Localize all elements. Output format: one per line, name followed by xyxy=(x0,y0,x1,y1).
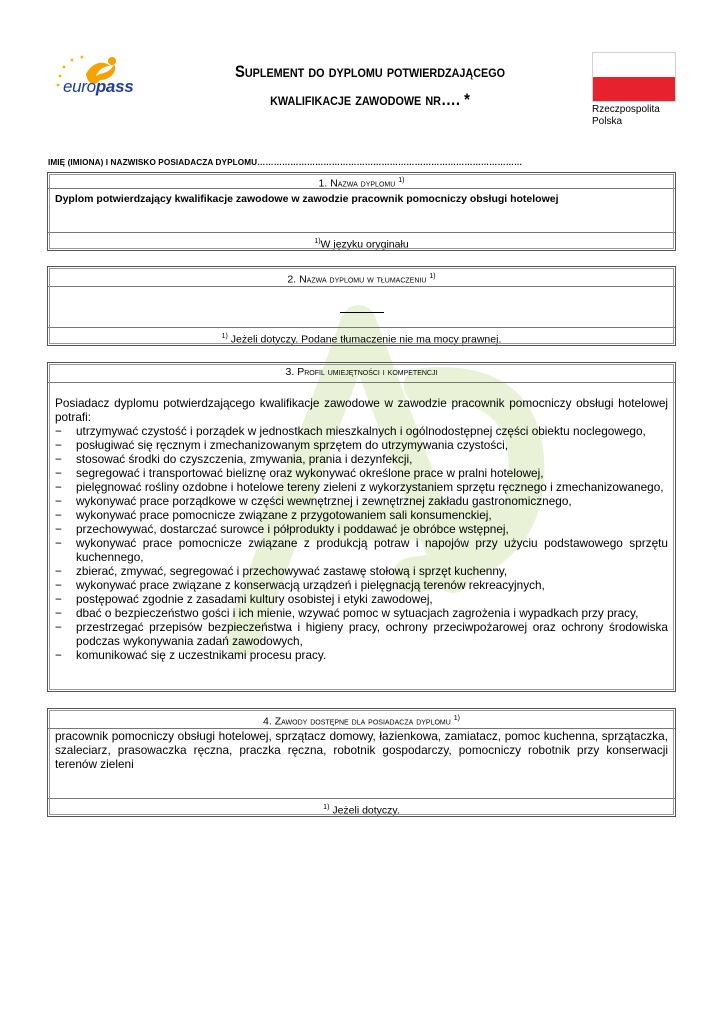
europass-wordmark xyxy=(63,77,133,97)
section-footnote: $^{1)}$ Jeżeli dotyczy. Podane tłumaczenie nie ma mocy prawnej. xyxy=(48,327,675,345)
list-item: − wykonywać prace związane z konserwacją urządzeń i pielęgnacją terenów rekreacyjnych, xyxy=(55,578,668,592)
list-item: − utrzymywać czystość i porządek w jednostkach mieszkalnych i ogólnodostępnej części obiektu noclegowego, xyxy=(55,424,668,438)
holder-name-label: IMIĘ (IMIONA) I NAZWISKO POSIADACZA DYPLOMU…………………………………………………………………………………… xyxy=(48,158,523,167)
section-footnote: $^{1)}$W języku oryginału xyxy=(48,232,675,250)
list-item: − pielęgnować rośliny ozdobne i hotelowe tereny zieleni z wykorzystaniem sprzętu ręcznego i zmechanizowanego, xyxy=(55,480,668,494)
section-available-occupations xyxy=(47,708,676,817)
country-line-2: Polska xyxy=(592,116,623,127)
skills-body xyxy=(55,396,668,662)
section-diploma-translation xyxy=(47,266,676,346)
section-diploma-name xyxy=(47,172,676,251)
list-item: − przestrzegać przepisów bezpieczeństwa i higieny pracy, ochrony przeciwpożarowej oraz ochrony środowiska podczas wykonywania zadań zawodowych, xyxy=(55,620,668,648)
list-item: − przechowywać, dostarczać surowce i półprodukty i poddawać je obróbce wstępnej, xyxy=(55,522,668,536)
list-item: − wykonywać prace porządkowe w części wewnętrznej i zewnętrznej zakładu gastronomicznego, xyxy=(55,494,668,508)
section-heading: 2. Nazwa dyplomu w tłumaczeniu $^{1)}$ xyxy=(48,267,675,287)
section-footnote: $^{1)}$ Jeżeli dotyczy. xyxy=(48,798,675,816)
list-item: − zbierać, zmywać, segregować i przechowywać zastawę stołową i sprzęt kuchenny, xyxy=(55,564,668,578)
title-line-1: Suplement do dyplomu potwierdzającego xyxy=(234,63,506,81)
list-item: − segregować i transportować bieliznę oraz wykonywać określone prace w pralni hotelowej, xyxy=(55,466,668,480)
document-title xyxy=(181,58,559,114)
list-item: − wykonywać prace pomocnicze związane z produkcją potraw i napojów przy użyciu podstawowego sprzętu kuchennego, xyxy=(55,536,668,564)
section-skills-profile xyxy=(47,362,676,692)
wordmark-bold: pass xyxy=(95,77,134,96)
title-line-2: kwalifikacje zawodowe nr…. * xyxy=(270,91,470,109)
list-item: − posługiwać się ręcznym i zmechanizowanym sprzętem do utrzymywania czystości, xyxy=(55,438,668,452)
occupations-value: pracownik pomocniczy obsługi hotelowej, sprzątacz domowy, łazienkowa, zamiatacz, pomoc kuchenna, sprzątaczka, szaleciarz, prasowaczka ręczna, praczka ręczna, robotnik gospodarczy, pomocniczy robotnik przy konserwacji terenów zieleni xyxy=(55,729,668,771)
section-heading: 3. Profil umiejętności i kompetencji xyxy=(48,363,675,383)
country-name xyxy=(592,104,682,128)
section-heading: 1. Nazwa dyplomu $^{1)}$ xyxy=(48,173,675,189)
poland-flag xyxy=(592,52,676,102)
diploma-name-value: Dyplom potwierdzający kwalifikacje zawodowe w zawodzie pracownik pomocniczy obsługi hotelowej xyxy=(55,193,559,205)
list-item: − wykonywać prace pomocnicze związane z przygotowaniem sali konsumenckiej, xyxy=(55,508,668,522)
list-item: − postępować zgodnie z zasadami kultury osobistej i etyki zawodowej, xyxy=(55,592,668,606)
list-item: − stosować środki do czyszczenia, zmywania, prania i dezynfekcji, xyxy=(55,452,668,466)
list-item: − dbać o bezpieczeństwo gości i ich mienie, wzywać pomoc w sytuacjach zagrożenia i wypadkach przy pracy, xyxy=(55,606,668,620)
empty-value-line xyxy=(340,312,384,313)
skills-list xyxy=(55,424,668,662)
country-line-1: Rzeczpospolita xyxy=(592,104,660,115)
section-heading: 4. Zawody dostępne dla posiadacza dyplomu $^{1)}$ xyxy=(48,709,675,729)
list-item: − komunikować się z uczestnikami procesu pracy. xyxy=(55,648,668,662)
skills-intro: Posiadacz dyplomu potwierdzającego kwalifikacje zawodowe w zawodzie pracownik pomocniczy obsługi hotelowej potrafi: xyxy=(55,396,668,424)
wordmark-plain: euro xyxy=(63,77,96,96)
